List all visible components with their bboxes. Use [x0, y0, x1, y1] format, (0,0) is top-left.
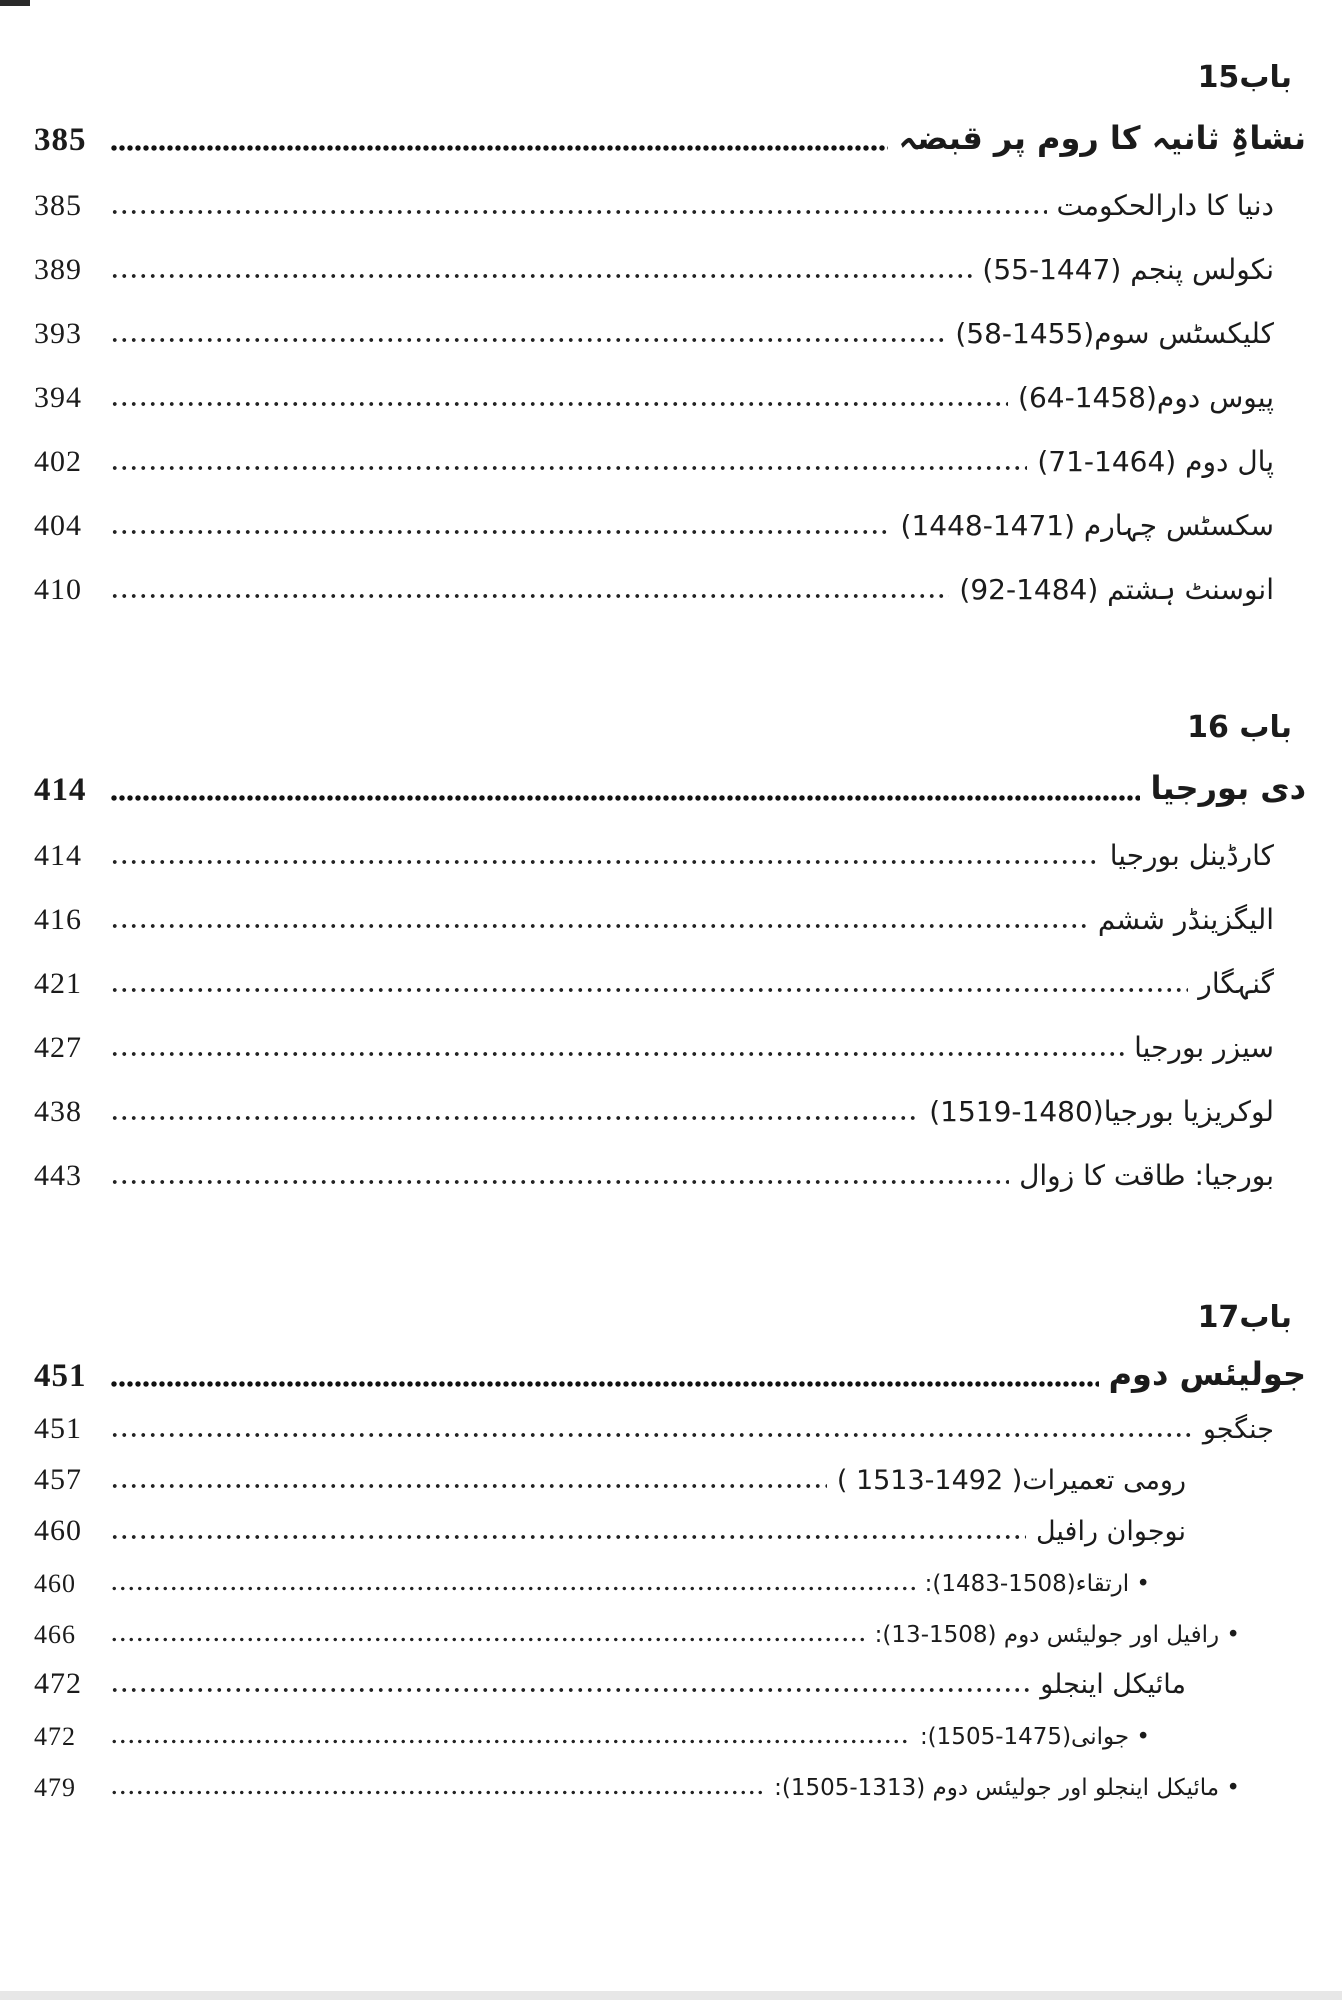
entry-title: • جوانی(1475-1505): — [919, 1724, 1150, 1751]
entry-title: • ارتقاء(1508-1483): — [924, 1571, 1150, 1598]
page-number: 466 — [34, 1620, 76, 1649]
dot-leader — [110, 400, 1008, 408]
page-number: 438 — [34, 1095, 82, 1128]
page-number: 457 — [34, 1463, 82, 1496]
entry-title: سیزر بورجیا — [1134, 1030, 1274, 1064]
entry-title: گنہگار — [1198, 966, 1274, 1000]
dot-leader — [110, 858, 1100, 866]
dot-leader — [110, 208, 1047, 216]
toc-row — [34, 1651, 1308, 1702]
toc-row — [34, 1549, 1308, 1600]
entry-title: بورجیا: طاقت کا زوال — [1019, 1158, 1274, 1192]
page-number: 385 — [34, 122, 87, 158]
chapter-title: نشاۃِ ثانیہ کا روم پر قبضہ — [898, 119, 1306, 158]
toc-row — [34, 1066, 1308, 1130]
toc-row — [34, 1396, 1308, 1447]
page-number: 414 — [34, 839, 82, 872]
page-number: 451 — [34, 1358, 87, 1394]
page-number: 410 — [34, 573, 82, 606]
toc-row — [34, 1702, 1308, 1753]
toc-row — [34, 1600, 1308, 1651]
entry-title: رومی تعمیرات( 1492-1513 ) — [836, 1464, 1186, 1496]
chapter-section-16 — [34, 692, 1308, 1194]
toc-row — [34, 1002, 1308, 1066]
dot-leader — [110, 528, 891, 536]
dot-leader — [110, 1533, 1026, 1541]
toc-row — [34, 480, 1308, 544]
page-number: 443 — [34, 1159, 82, 1192]
page-number: 421 — [34, 967, 82, 1000]
dot-leader — [110, 592, 949, 600]
dot-leader — [110, 464, 1027, 472]
page-number: 416 — [34, 903, 82, 936]
toc-row — [34, 160, 1308, 224]
scan-artifact-bottom — [0, 1991, 1342, 2000]
page-number: 472 — [34, 1667, 82, 1700]
dot-leader — [110, 922, 1088, 930]
chapter-label-row — [34, 42, 1308, 94]
toc-row — [34, 1130, 1308, 1194]
chapter-section-15 — [34, 42, 1308, 608]
dot-leader — [110, 986, 1188, 994]
toc-row — [34, 1334, 1308, 1396]
chapter-section-17 — [34, 1282, 1308, 1804]
page-number: 460 — [34, 1569, 76, 1598]
toc-row — [34, 744, 1308, 810]
dot-leader — [110, 1482, 827, 1490]
dot-leader — [110, 336, 945, 344]
toc-row — [34, 94, 1308, 160]
toc-row — [34, 224, 1308, 288]
chapter-title: دی بورجیا — [1150, 769, 1306, 808]
dot-leader — [110, 1738, 910, 1745]
dot-leader — [110, 1686, 1030, 1694]
page-number: 393 — [34, 317, 82, 350]
dot-leader — [110, 1050, 1124, 1058]
page-number: 427 — [34, 1031, 82, 1064]
page-number: 404 — [34, 509, 82, 542]
chapter-label-row — [34, 692, 1308, 744]
toc-row — [34, 874, 1308, 938]
entry-title: الیگزینڈر ششم — [1097, 902, 1274, 936]
page-number: 472 — [34, 1722, 76, 1751]
page-number: 402 — [34, 445, 82, 478]
toc-row — [34, 1447, 1308, 1498]
entry-title: جنگجو — [1202, 1413, 1274, 1445]
dot-leader — [110, 1585, 915, 1592]
page-number: 389 — [34, 253, 82, 286]
entry-title: • رافیل اور جولیئس دوم (1508-13): — [874, 1622, 1240, 1649]
page-number: 414 — [34, 772, 87, 808]
chapter-label: باب 16 — [1187, 710, 1292, 745]
entry-title: دنیا کا دارالحکومت — [1056, 188, 1274, 222]
entry-title: نکولس پنجم (1447-55) — [982, 252, 1274, 286]
page-number: 394 — [34, 381, 82, 414]
dot-leader — [110, 1114, 919, 1122]
entry-title: • مائیکل اینجلو اور جولیئس دوم (1313-1505): — [774, 1775, 1240, 1802]
entry-title: سکسٹس چہارم (1471-1448) — [900, 508, 1274, 542]
toc-row — [34, 288, 1308, 352]
toc-row — [34, 416, 1308, 480]
dot-leader — [110, 793, 1140, 803]
page-number: 460 — [34, 1514, 82, 1547]
chapter-title: جولیئس دوم — [1108, 1355, 1306, 1394]
toc-row — [34, 544, 1308, 608]
entry-title: کارڈینل بورجیا — [1109, 838, 1274, 872]
dot-leader — [110, 1789, 764, 1796]
toc-row — [34, 352, 1308, 416]
page-number: 451 — [34, 1412, 82, 1445]
dot-leader — [110, 1431, 1193, 1439]
entry-title: کلیکسٹس سوم(1455-58) — [955, 316, 1274, 350]
dot-leader — [110, 272, 972, 280]
chapter-label: باب17 — [1197, 1300, 1292, 1335]
entry-title: پال دوم (1464-71) — [1037, 444, 1274, 478]
entry-title: مائیکل اینجلو — [1040, 1668, 1186, 1700]
chapter-label-row — [34, 1282, 1308, 1334]
dot-leader — [110, 143, 888, 153]
scan-artifact-top — [0, 0, 30, 6]
dot-leader — [110, 1379, 1099, 1389]
entry-title: نوجوان رافیل — [1035, 1515, 1186, 1547]
toc-row — [34, 1498, 1308, 1549]
entry-title: پیوس دوم(1458-64) — [1018, 380, 1274, 414]
chapter-label: باب15 — [1197, 60, 1292, 95]
toc-row — [34, 938, 1308, 1002]
toc-row — [34, 1753, 1308, 1804]
entry-title: انوسنٹ ہشتم (1484-92) — [959, 572, 1274, 606]
dot-leader — [110, 1636, 865, 1643]
page-number: 385 — [34, 189, 82, 222]
dot-leader — [110, 1178, 1009, 1186]
toc-row — [34, 810, 1308, 874]
page-number: 479 — [34, 1773, 76, 1802]
entry-title: لوکریزیا بورجیا(1480-1519) — [929, 1094, 1274, 1128]
